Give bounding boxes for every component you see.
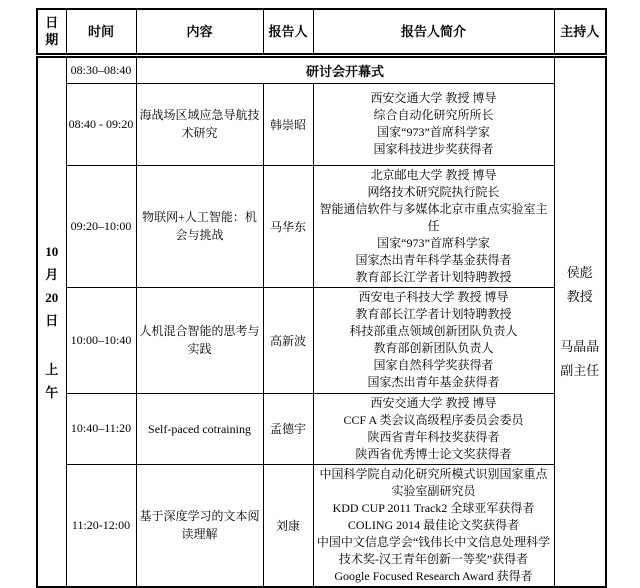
header-cell-content: 内容 [136,9,263,55]
intro-line: 北京邮电大学 教授 博导 [370,167,497,182]
intro-line: 综合自动化研究所所长 [373,108,494,122]
intro-line: 国家“973”首席科学家 [377,125,490,139]
host2-name: 马晶晶 [560,338,600,354]
intro-line: COLING 2014 最佳论文奖获得者 [347,517,520,532]
host1-title: 教授 [566,288,593,304]
intro-line: 陕西省优秀博士论文奖获得者 [355,446,512,461]
intro-line: 国家“973”首席科学家 [377,235,490,250]
table-row [37,165,606,287]
intro-line: 中国科学院自动化研究所模式识别国家重点实验室副研究员 [319,466,548,498]
header-cell-date [37,9,66,55]
intro-line: Google Focused Research Award 获得者 [334,568,533,583]
intro-line: CCF A 类会议高级程序委员会委员 [343,412,524,427]
speaker-cell: 马华东 [263,165,313,287]
host1-name: 侯彪 [566,264,593,280]
speaker-cell: 韩崇昭 [263,83,313,165]
table-row [37,464,606,587]
talk-title-cell: 基于深度学习的文本阅读理解 [136,464,263,587]
speaker-cell: 孟德宇 [263,393,313,464]
intro-line: 国家科技进步奖获得者 [373,142,494,156]
intro-line: 智能通信软件与多媒体北京市重点实验室主任 [319,201,548,233]
intro-line: 教育部长江学者计划特聘教授 [355,307,512,321]
header-date-line1: 日 [45,15,59,31]
header-cell-host: 主持人 [554,9,606,55]
table-row [37,287,606,393]
intro-line: 科技部重点领域创新团队负责人 [349,324,518,338]
intro-line: 西安电子科技大学 教授 博导 [358,290,509,304]
talk-title-cell: 人机混合智能的思考与实践 [136,287,263,393]
speaker-cell: 高新波 [263,287,313,393]
talk-title-cell: 海战场区域应急导航技术研究 [136,83,263,165]
time-cell: 10:00–10:40 [66,287,136,393]
host-cell [554,55,606,587]
intro-line: 网络技术研究院执行院长 [367,184,500,199]
opening-ceremony-cell: 研讨会开幕式 [136,55,554,83]
talk-title-cell: Self-paced cotraining [136,393,263,464]
table-row [37,83,606,165]
speaker-cell: 刘康 [263,464,313,587]
time-cell: 09:20–10:00 [66,165,136,287]
intro-line: 国家自然科学奖获得者 [373,358,494,372]
period-text: 上 [45,361,59,377]
intro-line: 西安交通大学 教授 博导 [370,395,497,410]
header-cell-speaker: 报告人 [263,9,313,55]
time-cell: 11:20-12:00 [66,464,136,587]
time-cell: 08:40 - 09:20 [66,83,136,165]
intro-line: KDD CUP 2011 Track2 全球亚军获得者 [332,500,535,515]
host2-title: 副主任 [560,362,600,378]
date-cell: 10 月 20 日 上 午 [37,55,66,587]
time-cell: 10:40–11:20 [66,393,136,464]
date-text: 10 [45,243,59,259]
header-cell-time: 时间 [66,9,136,55]
intro-line: 西安交通大学 教授 博导 [370,91,497,105]
intro-line: 国家杰出青年基金获得者 [367,375,500,389]
speaker-intro-cell [313,287,554,393]
date-gap [40,332,64,358]
time-cell: 08:30–08:40 [66,55,136,83]
talk-title-cell: 物联网+人工智能：机会与挑战 [136,165,263,287]
intro-line: 国家杰出青年科学基金获得者 [355,252,512,267]
speaker-intro-cell [313,83,554,165]
seminar-schedule-table [36,8,607,588]
speaker-intro-cell [313,165,554,287]
header-date-line2: 期 [45,32,59,48]
intro-line: 中国中文信息学会“钱伟长中文信息处理科学技术奖-汉王青年创新一等奖”获得者 [316,534,551,566]
host-gap [557,309,604,335]
row-opening [37,55,606,83]
speaker-intro-cell [313,393,554,464]
header-row [37,9,606,55]
table-row [37,393,606,464]
intro-line: 教育部长江学者计划特聘教授 [355,269,512,284]
header-cell-intro: 报告人简介 [313,9,554,55]
intro-line: 陕西省青年科技奖获得者 [367,429,500,444]
speaker-intro-cell [313,464,554,587]
intro-line: 教育部创新团队负责人 [373,341,494,355]
